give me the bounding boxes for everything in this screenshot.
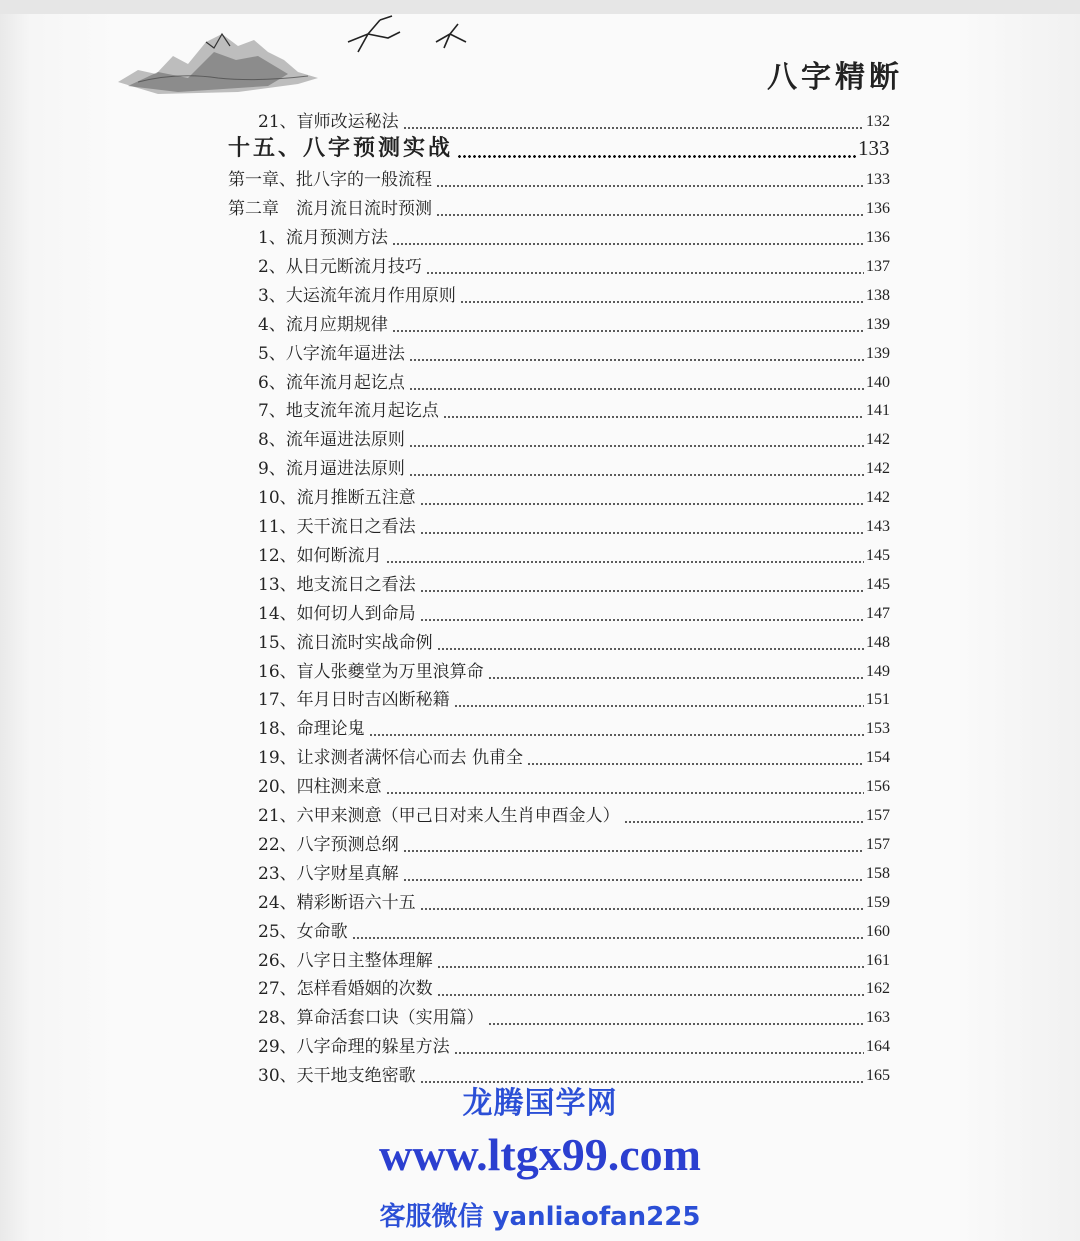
toc-entry-row [0,947,1080,975]
toc-entry-title: 5、八字流年逼进法 [258,343,405,364]
toc-entry-title: 26、八字日主整体理解 [258,950,433,971]
toc-dot-leader [454,1052,864,1054]
toc-dot-leader [488,677,864,679]
toc-entry-row [0,455,1080,483]
toc-dot-leader [437,966,864,968]
toc-entry-title: 10、流月推断五注意 [258,488,416,509]
toc-page-number: 149 [866,662,890,680]
toc-entry-row [0,542,1080,570]
toc-page-number: 145 [866,575,890,593]
toc-page-number: 138 [866,286,890,304]
toc-page-number: 139 [866,315,890,333]
toc-entry-row [0,253,1080,281]
toc-page-number: 160 [866,922,890,940]
toc-entry-title: 15、流日流时实战命例 [258,632,433,653]
toc-entry-title: 24、精彩断语六十五 [258,892,416,913]
toc-page-number: 159 [866,893,890,911]
toc-page-number: 157 [866,835,890,853]
toc-entry-row [0,282,1080,310]
toc-dot-leader [352,937,864,939]
toc-dot-leader [443,416,864,418]
toc-entry-title: 7、地支流年流月起讫点 [258,401,439,422]
toc-entry-row [0,975,1080,1003]
toc-dot-leader [392,243,864,245]
toc-entry-title: 30、天干地支绝密歌 [258,1066,416,1087]
toc-entry-row [0,773,1080,801]
toc-entry-title: 9、流月逼进法原则 [258,459,405,480]
toc-page-number: 142 [866,460,890,478]
toc-entry-title: 18、命理论鬼 [258,719,365,740]
toc-dot-leader [403,879,864,881]
toc-dot-leader [409,359,864,361]
toc-dot-leader [403,850,864,852]
toc-page-number: 142 [866,431,890,449]
toc-entry-title: 19、让求测者满怀信心而去 仇甫全 [258,748,524,769]
toc-dot-leader [420,532,864,534]
toc-entry-title: 12、如何断流月 [258,545,382,566]
toc-entry-row [0,369,1080,397]
toc-entry-title: 8、流年逼进法原则 [258,430,405,451]
toc-dot-leader [457,155,856,158]
toc-dot-leader [437,648,864,650]
toc-dot-leader [420,908,864,910]
toc-dot-leader [624,821,864,823]
toc-entry-row [0,918,1080,946]
toc-page-number: 154 [866,749,890,767]
toc-page-number: 139 [866,344,890,362]
toc-dot-leader [392,330,864,332]
toc-entry-row [0,629,1080,657]
crane-right-icon [436,24,466,48]
toc-dot-leader [403,127,864,129]
toc-entry-row [0,311,1080,339]
toc-entry-title: 11、天干流日之看法 [258,517,416,537]
toc-entry-row [0,108,1080,136]
toc-entry-title: 6、流年流月起讫点 [258,372,405,393]
toc-dot-leader [420,590,864,592]
toc-entry-title: 23、八字财星真解 [258,863,399,884]
toc-chapter-row [0,166,1080,194]
toc-page-number: 145 [866,546,890,564]
toc-entry-row [0,1033,1080,1061]
toc-entry-title: 第一章、批八字的一般流程 [228,170,432,190]
book-title: 八字精断 [767,60,903,95]
toc-entry-title: 21、盲师改运秘法 [258,112,399,132]
toc-entry-title: 3、大运流年流月作用原则 [258,285,456,306]
toc-entry-row [0,1004,1080,1032]
toc-page-number: 147 [866,604,890,622]
toc-page-number: 153 [866,720,890,738]
toc-dot-leader [369,734,864,736]
crane-left-icon [348,16,400,52]
toc-entry-title: 第二章 流月流日流时预测 [228,199,432,219]
toc-page-number: 163 [866,1009,890,1027]
toc-page-number: 165 [866,1067,890,1085]
toc-dot-leader [436,214,864,216]
toc-entry-row [0,426,1080,454]
toc-entry-row [0,744,1080,772]
toc-entry-title: 20、四柱测来意 [258,777,382,798]
toc-page-number: 137 [866,257,890,275]
toc-page-number: 132 [866,113,890,130]
toc-page-number: 136 [866,200,890,217]
toc-entry-row [0,889,1080,917]
toc-dot-leader [426,272,864,274]
toc-entry-row [0,224,1080,252]
toc-entry-row [0,340,1080,368]
toc-entry-title: 1、流月预测方法 [258,228,388,248]
toc-dot-leader [460,301,864,303]
toc-entry-row [0,484,1080,512]
toc-page-number: 156 [866,778,890,796]
toc-dot-leader [420,619,864,621]
toc-dot-leader [437,994,864,996]
toc-entry-title: 27、怎样看婚姻的次数 [258,979,433,1000]
toc-dot-leader [409,388,864,390]
toc-dot-leader [454,705,864,707]
toc-entry-row [0,686,1080,714]
toc-entry-title: 16、盲人张夔堂为万里浪算命 [258,661,484,682]
toc-page-number: 161 [866,951,890,969]
toc-page-number: 151 [866,691,890,709]
toc-page-number: 164 [866,1038,890,1056]
mountain-crane-illustration [118,12,498,98]
toc-entry-title: 13、地支流日之看法 [258,574,416,595]
toc-chapter-row [0,195,1080,223]
toc-page-number: 136 [866,229,890,246]
toc-entry-row [0,600,1080,628]
toc-entry-title: 21、六甲来测意（甲己日对来人生肖申酉金人） [258,806,620,826]
toc-dot-leader [436,185,864,187]
watermark-url[interactable]: www.ltgx99.com [379,1129,701,1180]
toc-page-number: 140 [866,373,890,391]
toc-dot-leader [527,763,864,765]
toc-entry-title: 25、女命歌 [258,921,348,942]
toc-entry-row [0,715,1080,743]
toc-entry-row [0,831,1080,859]
toc-entry-title: 28、算命活套口诀（实用篇） [258,1008,484,1029]
toc-page-number: 157 [866,807,890,824]
toc-section-heading [0,134,1080,162]
toc-entry-title: 十五、八字预测实战 [228,135,454,161]
toc-page-number: 158 [866,864,890,882]
toc-page-number: 148 [866,633,890,651]
toc-page-number: 141 [866,402,890,420]
toc-page-number: 133 [866,171,890,188]
toc-entry-row [0,397,1080,425]
toc-dot-leader [386,792,864,794]
toc-dot-leader [386,561,864,563]
toc-page-number: 143 [866,518,890,535]
toc-page-number: 142 [866,489,890,507]
toc-entry-title: 14、如何切人到命局 [258,603,416,624]
toc-entry-title: 2、从日元断流月技巧 [258,256,422,277]
toc-entry-title: 17、年月日时吉凶断秘籍 [258,690,450,711]
toc-dot-leader [409,445,864,447]
toc-entry-title: 22、八字预测总纲 [258,834,399,855]
toc-entry-title: 29、八字命理的躲星方法 [258,1037,450,1058]
toc-dot-leader [488,1023,864,1025]
toc-entry-row [0,860,1080,888]
toc-page-number: 162 [866,980,890,998]
toc-page-number: 133 [858,136,890,160]
toc-entry-row [0,658,1080,686]
toc-entry-row [0,571,1080,599]
toc-dot-leader [420,503,864,505]
toc-dot-leader [409,474,864,476]
toc-entry-row [0,513,1080,541]
toc-entry-row [0,802,1080,830]
watermark-site-name: 龙腾国学网 [462,1086,618,1121]
watermark-contact: 客服微信 yanliaofan225 [379,1202,701,1232]
toc-entry-title: 4、流月应期规律 [258,314,388,335]
